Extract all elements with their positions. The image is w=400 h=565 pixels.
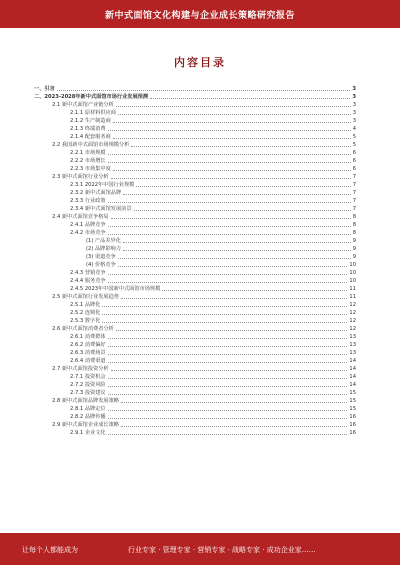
toc-entry[interactable] bbox=[34, 396, 356, 404]
toc-entry-title: 2.6.1 消费群体 bbox=[70, 334, 106, 340]
toc-entry-title: 2.5 新中式面馆行业发展趋势 bbox=[52, 294, 119, 300]
toc-entry-title: 2.4.5 2023年中国新中式面馆市场规模 bbox=[70, 286, 161, 292]
toc-entry-page: 16 bbox=[349, 414, 356, 420]
toc-entry-page: 3 bbox=[352, 118, 356, 124]
toc-entry-title: 2.1.2 生产制造商 bbox=[70, 118, 111, 124]
dot-leader bbox=[116, 106, 351, 107]
dot-leader bbox=[108, 378, 348, 379]
toc-entry[interactable] bbox=[34, 268, 356, 276]
footer-bar bbox=[0, 533, 400, 565]
dot-leader bbox=[108, 346, 348, 347]
dot-leader bbox=[108, 154, 351, 155]
toc-entry-title: 2.6.4 消费渠道 bbox=[70, 358, 106, 364]
dot-leader bbox=[121, 402, 347, 403]
toc-entry[interactable] bbox=[34, 356, 356, 364]
toc-entry[interactable] bbox=[34, 252, 356, 260]
toc-entry-page: 15 bbox=[349, 398, 356, 404]
dot-leader bbox=[108, 282, 348, 283]
toc-entry-page: 14 bbox=[349, 358, 356, 364]
toc-entry-page: 8 bbox=[352, 222, 356, 228]
toc-entry-title: 2.5.2 连锁化 bbox=[70, 310, 101, 316]
toc-entry-title: 2.2 我国新中式面馆市场规模分析 bbox=[52, 142, 130, 148]
toc-entry-title: 2.1.4 配套服务商 bbox=[70, 134, 111, 140]
report-header-bar bbox=[0, 0, 400, 28]
toc-entry-page: 16 bbox=[349, 430, 356, 436]
toc-entry-page: 12 bbox=[349, 326, 356, 332]
dot-leader bbox=[108, 234, 351, 235]
toc-entry-title: 2.6.2 消费偏好 bbox=[70, 342, 106, 348]
toc-entry-page: 13 bbox=[349, 342, 356, 348]
toc-entry-title: 2.3.2 新中式面馆品牌 bbox=[70, 190, 122, 196]
toc-entry[interactable] bbox=[34, 228, 356, 236]
toc-entry-page: 3 bbox=[352, 86, 356, 92]
toc-entry-title: 2.4.3 营销竞争 bbox=[70, 270, 106, 276]
dot-leader bbox=[118, 266, 348, 267]
toc-entry[interactable] bbox=[34, 220, 356, 228]
toc-entry[interactable] bbox=[34, 372, 356, 380]
toc-entry-page: 3 bbox=[352, 94, 356, 100]
toc-entry-title: 2.3 新中式面馆行业分析 bbox=[52, 174, 109, 180]
toc-entry-page: 9 bbox=[352, 254, 356, 260]
toc-entry-title: 2.1.3 终端消费 bbox=[70, 126, 106, 132]
report-title: 新中式面馆文化构建与企业成长策略研究报告 bbox=[104, 11, 295, 21]
toc-entry-page: 3 bbox=[352, 102, 356, 108]
toc-entry-page: 7 bbox=[352, 206, 356, 212]
toc-entry-page: 10 bbox=[349, 278, 356, 284]
toc-entry-page: 13 bbox=[349, 350, 356, 356]
toc-entry[interactable] bbox=[34, 156, 356, 164]
dot-leader bbox=[123, 194, 351, 195]
toc-entry-page: 12 bbox=[349, 318, 356, 324]
toc-entry[interactable] bbox=[34, 428, 356, 436]
toc-entry-title: 2.4 新中式面馆竞争格局 bbox=[52, 214, 109, 220]
toc-entry-page: 5 bbox=[352, 142, 356, 148]
toc-entry-page: 7 bbox=[352, 174, 356, 180]
toc-entry[interactable] bbox=[34, 132, 356, 140]
toc-entry[interactable] bbox=[34, 84, 356, 92]
toc-entry-page: 8 bbox=[352, 230, 356, 236]
dot-leader bbox=[123, 242, 351, 243]
toc-entry[interactable] bbox=[34, 388, 356, 396]
toc-entry[interactable] bbox=[34, 380, 356, 388]
dot-leader bbox=[108, 362, 348, 363]
toc-entry[interactable] bbox=[34, 284, 356, 292]
toc-entry[interactable] bbox=[34, 212, 356, 220]
toc-entry-title: 2.9 新中式面馆企业成长策略 bbox=[52, 422, 119, 428]
toc-entry[interactable] bbox=[34, 324, 356, 332]
toc-entry-title: 2.7.1 投资机会 bbox=[70, 374, 106, 380]
toc-entry[interactable] bbox=[34, 300, 356, 308]
toc-entry[interactable] bbox=[34, 420, 356, 428]
dot-leader bbox=[116, 330, 348, 331]
dot-leader bbox=[102, 322, 347, 323]
toc-entry-page: 6 bbox=[352, 150, 356, 156]
toc-entry[interactable] bbox=[34, 412, 356, 420]
toc-entry[interactable] bbox=[34, 348, 356, 356]
toc-entry[interactable] bbox=[34, 236, 356, 244]
toc-entry-page: 7 bbox=[352, 190, 356, 196]
toc-entry-page: 8 bbox=[352, 214, 356, 220]
toc-entry-page: 5 bbox=[352, 134, 356, 140]
dot-leader bbox=[108, 394, 348, 395]
dot-leader bbox=[108, 410, 348, 411]
dot-leader bbox=[121, 426, 347, 427]
toc-entry-page: 4 bbox=[352, 126, 356, 132]
toc-entry[interactable] bbox=[34, 124, 356, 132]
dot-leader bbox=[118, 114, 351, 115]
toc-entry-page: 11 bbox=[349, 286, 356, 292]
toc-entry-title: 2.1.1 原材料供应商 bbox=[70, 110, 116, 116]
toc-entry[interactable] bbox=[34, 172, 356, 180]
toc-entry-page: 12 bbox=[349, 302, 356, 308]
dot-leader bbox=[131, 146, 350, 147]
toc-entry[interactable] bbox=[34, 244, 356, 252]
toc-entry[interactable] bbox=[34, 140, 356, 148]
toc-heading: 内容目录 bbox=[174, 56, 226, 69]
toc-entry-title: 2.1 新中式面馆产业链分析 bbox=[52, 102, 114, 108]
dot-leader bbox=[108, 386, 348, 387]
dot-leader bbox=[102, 314, 347, 315]
toc-entry-title: 2.2.2 市场增长 bbox=[70, 158, 106, 164]
toc-entry-title: 2.4.4 服务竞争 bbox=[70, 278, 106, 284]
toc-entry-title: 2.3.1 2022年中国行业规模 bbox=[70, 182, 135, 188]
toc-entry-title: (2) 品牌影响力 bbox=[86, 246, 121, 252]
toc-entry[interactable] bbox=[34, 340, 356, 348]
toc-entry[interactable] bbox=[34, 196, 356, 204]
toc-entry[interactable] bbox=[34, 204, 356, 212]
toc-entry-title: 2.4.1 品牌竞争 bbox=[70, 222, 106, 228]
toc-entry-page: 7 bbox=[352, 182, 356, 188]
dot-leader bbox=[113, 138, 351, 139]
dot-leader bbox=[111, 370, 348, 371]
toc-entry-title: 2.7.3 投资建议 bbox=[70, 390, 106, 396]
toc-entry[interactable] bbox=[34, 164, 356, 172]
toc-entry-page: 7 bbox=[352, 198, 356, 204]
toc-entry[interactable] bbox=[34, 308, 356, 316]
dot-leader bbox=[123, 250, 351, 251]
toc-entry-page: 14 bbox=[349, 382, 356, 388]
toc-entry[interactable] bbox=[34, 148, 356, 156]
toc-entry-title: 2.3.4 新中式面馆发展前景 bbox=[70, 206, 132, 212]
toc-entry-title: 2.7.2 投资风险 bbox=[70, 382, 106, 388]
toc-entry-title: 2.2.1 市场规模 bbox=[70, 150, 106, 156]
toc-entry-page: 10 bbox=[349, 262, 356, 268]
toc-entry-title: 2.2.3 市场集中度 bbox=[70, 166, 111, 172]
dot-leader bbox=[113, 170, 351, 171]
toc-entry[interactable] bbox=[34, 364, 356, 372]
toc-entry[interactable] bbox=[34, 188, 356, 196]
toc-entry-page: 14 bbox=[349, 366, 356, 372]
toc-entry[interactable] bbox=[34, 316, 356, 324]
toc-entry[interactable] bbox=[34, 180, 356, 188]
toc-entry-page: 15 bbox=[349, 406, 356, 412]
toc-entry[interactable] bbox=[34, 332, 356, 340]
footer-slogan: 让每个人都能成为 bbox=[22, 546, 78, 554]
toc-entry-title: 2.5.3 数字化 bbox=[70, 318, 101, 324]
toc-entry-title: 2.5.1 品牌化 bbox=[70, 302, 101, 308]
dot-leader bbox=[134, 210, 351, 211]
toc-entry-title: 2.3.3 行业政策 bbox=[70, 198, 106, 204]
dot-leader bbox=[108, 434, 348, 435]
toc-entry-page: 15 bbox=[349, 390, 356, 396]
toc-entry-title: 2.7 新中式面馆投资分析 bbox=[52, 366, 109, 372]
toc-entry-title: 2.4.2 市场竞争 bbox=[70, 230, 106, 236]
dot-leader bbox=[102, 306, 347, 307]
toc-entry-title: 2.6.3 消费场景 bbox=[70, 350, 106, 356]
toc-entry[interactable] bbox=[34, 260, 356, 268]
dot-leader bbox=[121, 298, 347, 299]
toc-entry-page: 6 bbox=[352, 166, 356, 172]
dot-leader bbox=[118, 258, 351, 259]
dot-leader bbox=[113, 122, 351, 123]
toc-entry[interactable] bbox=[34, 292, 356, 300]
toc-entry-title: 2.8 新中式面馆品牌发展策略 bbox=[52, 398, 119, 404]
toc-entry-page: 16 bbox=[349, 422, 356, 428]
toc-entry[interactable] bbox=[34, 92, 356, 100]
toc-entry-title: 二、2023-2028年新中式面馆市场行业发展预测 bbox=[34, 94, 149, 100]
toc-entry[interactable] bbox=[34, 276, 356, 284]
toc-entry-title: 2.8.1 品牌定位 bbox=[70, 406, 106, 412]
toc-entry-page: 9 bbox=[352, 238, 356, 244]
dot-leader bbox=[111, 178, 351, 179]
toc-entry[interactable] bbox=[34, 100, 356, 108]
dot-leader bbox=[108, 338, 348, 339]
toc-entry-page: 14 bbox=[349, 374, 356, 380]
toc-entry-title: (4) 价格竞争 bbox=[86, 262, 116, 268]
toc-entry-page: 11 bbox=[349, 294, 356, 300]
toc-entry-page: 10 bbox=[349, 270, 356, 276]
dot-leader bbox=[108, 274, 348, 275]
dot-leader bbox=[108, 202, 351, 203]
toc-entry[interactable] bbox=[34, 108, 356, 116]
toc-entry-title: (1) 产品差异化 bbox=[86, 238, 121, 244]
dot-leader bbox=[162, 290, 347, 291]
toc-entry-page: 13 bbox=[349, 334, 356, 340]
toc-entry-title: 2.8.2 品牌传播 bbox=[70, 414, 106, 420]
toc-entry[interactable] bbox=[34, 404, 356, 412]
toc-entry[interactable] bbox=[34, 116, 356, 124]
dot-leader bbox=[111, 218, 351, 219]
toc-entry-page: 6 bbox=[352, 158, 356, 164]
table-of-contents bbox=[34, 84, 356, 436]
toc-entry-page: 9 bbox=[352, 246, 356, 252]
dot-leader bbox=[108, 354, 348, 355]
dot-leader bbox=[136, 186, 350, 187]
dot-leader bbox=[57, 90, 351, 91]
toc-entry-title: 2.6 新中式面馆消费者分析 bbox=[52, 326, 114, 332]
toc-entry-title: (3) 渠道竞争 bbox=[86, 254, 116, 260]
toc-entry-title: 一、引言 bbox=[34, 86, 55, 92]
dot-leader bbox=[108, 226, 351, 227]
footer-roles: 行业专家 · 管理专家 · 营销专家 · 战略专家 · 成功企业家…… bbox=[128, 546, 316, 554]
toc-entry-page: 12 bbox=[349, 310, 356, 316]
dot-leader bbox=[108, 418, 348, 419]
dot-leader bbox=[150, 98, 350, 99]
dot-leader bbox=[108, 162, 351, 163]
toc-entry-page: 3 bbox=[352, 110, 356, 116]
toc-entry-title: 2.9.1 企业文化 bbox=[70, 430, 106, 436]
dot-leader bbox=[108, 130, 351, 131]
